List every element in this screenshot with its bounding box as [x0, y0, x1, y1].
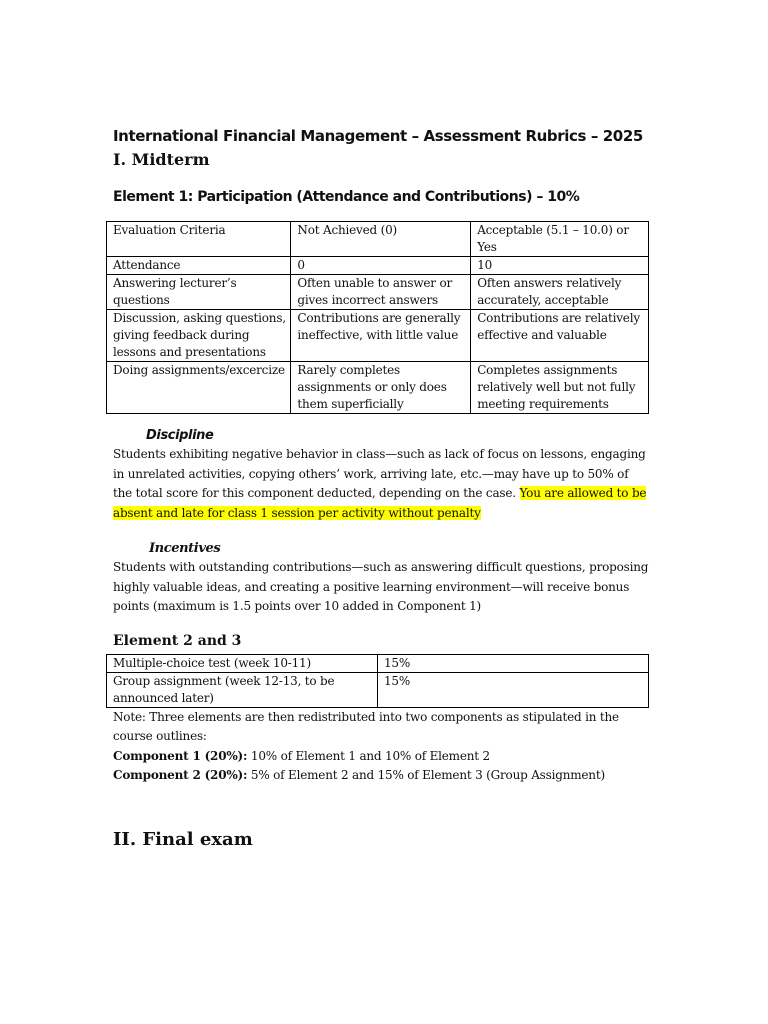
table-cell: Contributions are generally ineffective, with little value	[291, 310, 471, 362]
table-cell: Multiple-choice test (week 10-11)	[107, 654, 378, 672]
note-paragraph: Note: Three elements are then redistributed into two components as stipulated in the course outlines:	[113, 709, 619, 743]
element23-heading: Element 2 and 3	[113, 632, 242, 649]
participation-rubric-table	[106, 221, 649, 414]
table-header-row	[107, 222, 649, 257]
discipline-paragraph	[113, 445, 651, 523]
table-cell: 15%	[378, 654, 649, 672]
table-cell: Contributions are relatively effective and valuable	[471, 310, 649, 362]
table-row	[107, 654, 649, 672]
component1-label: Component 1 (20%):	[113, 748, 248, 763]
table-row	[107, 257, 649, 275]
component1-text: 10% of Element 1 and 10% of Element 2	[247, 748, 490, 763]
highlighted-text: You are allowed to be absent and late for class 1 session per activity without penalty	[113, 486, 647, 520]
discipline-heading: Discipline	[146, 428, 214, 443]
table-cell: Completes assignments relatively well but not fully meeting requirements	[471, 362, 649, 414]
incentives-paragraph: Students with outstanding contributions—such as answering difficult questions, proposing highly valuable ideas, and creating a positive learning environment—will receive bonus points (maximum is 1.5 points over 10 added in Component 1)	[113, 560, 649, 613]
component1-paragraph	[113, 747, 651, 767]
element1-heading: Element 1: Participation (Attendance and Contributions) – 10%	[113, 189, 580, 205]
document-title: International Financial Management – Assessment Rubrics – 2025	[113, 127, 643, 145]
table-header-cell: Evaluation Criteria	[107, 222, 291, 257]
table-cell: Discussion, asking questions, giving feedback during lessons and presentations	[107, 310, 291, 362]
table-cell: Rarely completes assignments or only does them superficially	[291, 362, 471, 414]
table-cell: Often unable to answer or gives incorrect answers	[291, 275, 471, 310]
table-cell: 10	[471, 257, 649, 275]
component2-label: Component 2 (20%):	[113, 768, 248, 782]
table-row	[107, 275, 649, 310]
table-header-cell: Not Achieved (0)	[291, 222, 471, 257]
table-row	[107, 310, 649, 362]
section-heading-final-exam: II. Final exam	[113, 828, 253, 850]
discipline-text: Students exhibiting negative behavior in class—such as lack of focus on lessons, engaging in unrelated activities, copying others’ work, arriving late, etc.—may have up to 50% of the total score for this component deducted, depending on the case.	[113, 447, 646, 500]
table-cell: Attendance	[107, 257, 291, 275]
table-cell: Answering lecturer’s questions	[107, 275, 291, 310]
table-cell: Group assignment (week 12-13, to be announced later)	[107, 672, 378, 707]
table-header-cell: Acceptable (5.1 – 10.0) or Yes	[471, 222, 649, 257]
component2-text: 5% of Element 2 and 15% of Element 3 (Group Assignment)	[247, 768, 605, 782]
table-row	[107, 362, 649, 414]
element23-table	[106, 654, 649, 708]
component2-paragraph	[113, 766, 651, 786]
table-cell: 15%	[378, 672, 649, 707]
document-page	[113, 126, 651, 852]
table-cell: 0	[291, 257, 471, 275]
table-row	[107, 672, 649, 707]
incentives-heading: Incentives	[149, 541, 221, 556]
table-cell: Often answers relatively accurately, acceptable	[471, 275, 649, 310]
section-heading-midterm: I. Midterm	[113, 150, 210, 169]
table-cell: Doing assignments/excercize	[107, 362, 291, 414]
